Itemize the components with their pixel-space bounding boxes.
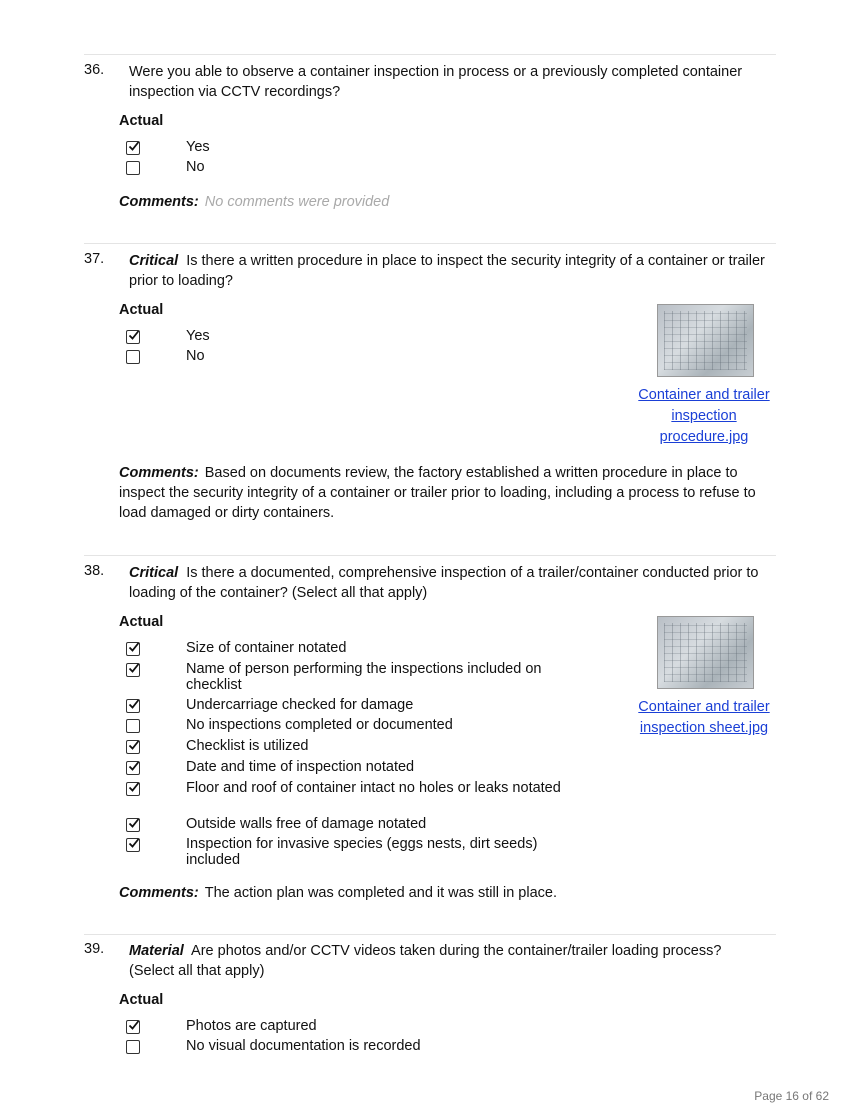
- question-divider: [84, 555, 776, 556]
- option-label: Floor and roof of container intact no holes or leaks notated: [186, 780, 561, 796]
- checkbox-unchecked[interactable]: [126, 719, 140, 733]
- severity-label: Critical: [129, 253, 179, 269]
- checkbox-checked[interactable]: [126, 330, 140, 344]
- option-label: Photos are captured: [186, 1018, 317, 1034]
- check-icon: [127, 640, 141, 654]
- checkbox-checked[interactable]: [126, 1020, 140, 1034]
- question-divider: [84, 934, 776, 935]
- actual-label: Actual: [119, 113, 164, 129]
- check-icon: [127, 328, 141, 342]
- option-label: Undercarriage checked for damage: [186, 697, 414, 713]
- comments-text: The action plan was completed and it was still in place.: [204, 885, 557, 901]
- option-label: Checklist is utilized: [186, 738, 309, 754]
- option-label: Yes: [186, 328, 210, 344]
- comments: [119, 883, 769, 903]
- comments-label: Comments:: [119, 885, 199, 901]
- attachment-link[interactable]: Container and trailer inspection sheet.jpg: [638, 699, 770, 736]
- checkbox-unchecked[interactable]: [126, 161, 140, 175]
- comments-label: Comments:: [119, 465, 199, 481]
- checkbox-checked[interactable]: [126, 838, 140, 852]
- actual-label: Actual: [119, 992, 164, 1008]
- severity-label: Material: [129, 943, 184, 959]
- page-number: Page 16 of 62: [754, 1089, 829, 1103]
- comments-text: No comments were provided: [204, 194, 390, 210]
- question-text: Material Are photos and/or CCTV videos taken during the container/trailer loading process? (Select all that apply): [129, 943, 722, 979]
- checkbox-checked[interactable]: [126, 818, 140, 832]
- check-icon: [127, 1018, 141, 1032]
- checkbox-checked[interactable]: [126, 740, 140, 754]
- attachment-thumbnail[interactable]: [657, 616, 754, 689]
- option-label: Inspection for invasive species (eggs nests, dirt seeds) included: [186, 836, 538, 868]
- check-icon: [127, 836, 141, 850]
- check-icon: [127, 738, 141, 752]
- checkbox-checked[interactable]: [126, 699, 140, 713]
- check-icon: [127, 759, 141, 773]
- comments: [119, 192, 769, 212]
- option-label: Size of container notated: [186, 640, 347, 656]
- question-number: 38.: [84, 563, 105, 579]
- actual-label: Actual: [119, 302, 164, 318]
- checkbox-unchecked[interactable]: [126, 350, 140, 364]
- option-label: Outside walls free of damage notated: [186, 816, 427, 832]
- check-icon: [127, 661, 141, 675]
- option-label: Yes: [186, 139, 210, 155]
- severity-label: Critical: [129, 565, 179, 581]
- question-text: Were you able to observe a container inspection in process or a previously completed container inspection via CCTV recordings?: [129, 64, 743, 100]
- option-label: Date and time of inspection notated: [186, 759, 415, 775]
- check-icon: [127, 697, 141, 711]
- checkbox-checked[interactable]: [126, 642, 140, 656]
- checkbox-checked[interactable]: [126, 761, 140, 775]
- attachment-thumbnail[interactable]: [657, 304, 754, 377]
- actual-label: Actual: [119, 614, 164, 630]
- option-label: No inspections completed or documented: [186, 717, 453, 733]
- option-label: No: [186, 348, 205, 364]
- comments: [119, 463, 769, 523]
- question-divider: [84, 54, 776, 55]
- check-icon: [127, 780, 141, 794]
- checkbox-checked[interactable]: [126, 663, 140, 677]
- attachment-link[interactable]: Container and trailer inspection procedure.jpg: [638, 387, 770, 445]
- comments-text: Based on documents review, the factory established a written procedure in place to inspect the security integrity of a container or trailer prior to loading, including a process to refuse to load damaged or dirty containers.: [119, 465, 756, 521]
- question-text: Critical Is there a written procedure in place to inspect the security integrity of a container or trailer prior to loading?: [129, 253, 765, 289]
- option-label: No: [186, 159, 205, 175]
- question-number: 37.: [84, 251, 105, 267]
- checkbox-unchecked[interactable]: [126, 1040, 140, 1054]
- question-divider: [84, 243, 776, 244]
- checkbox-checked[interactable]: [126, 782, 140, 796]
- option-label: No visual documentation is recorded: [186, 1038, 421, 1054]
- question-number: 36.: [84, 62, 105, 78]
- option-label: Name of person performing the inspections included on checklist: [186, 661, 542, 693]
- question-text: Critical Is there a documented, comprehensive inspection of a trailer/container conducted prior to loading of the container? (Select all that apply): [129, 565, 759, 601]
- checkbox-checked[interactable]: [126, 141, 140, 155]
- comments-label: Comments:: [119, 194, 199, 210]
- check-icon: [127, 139, 141, 153]
- question-number: 39.: [84, 941, 105, 957]
- check-icon: [127, 816, 141, 830]
